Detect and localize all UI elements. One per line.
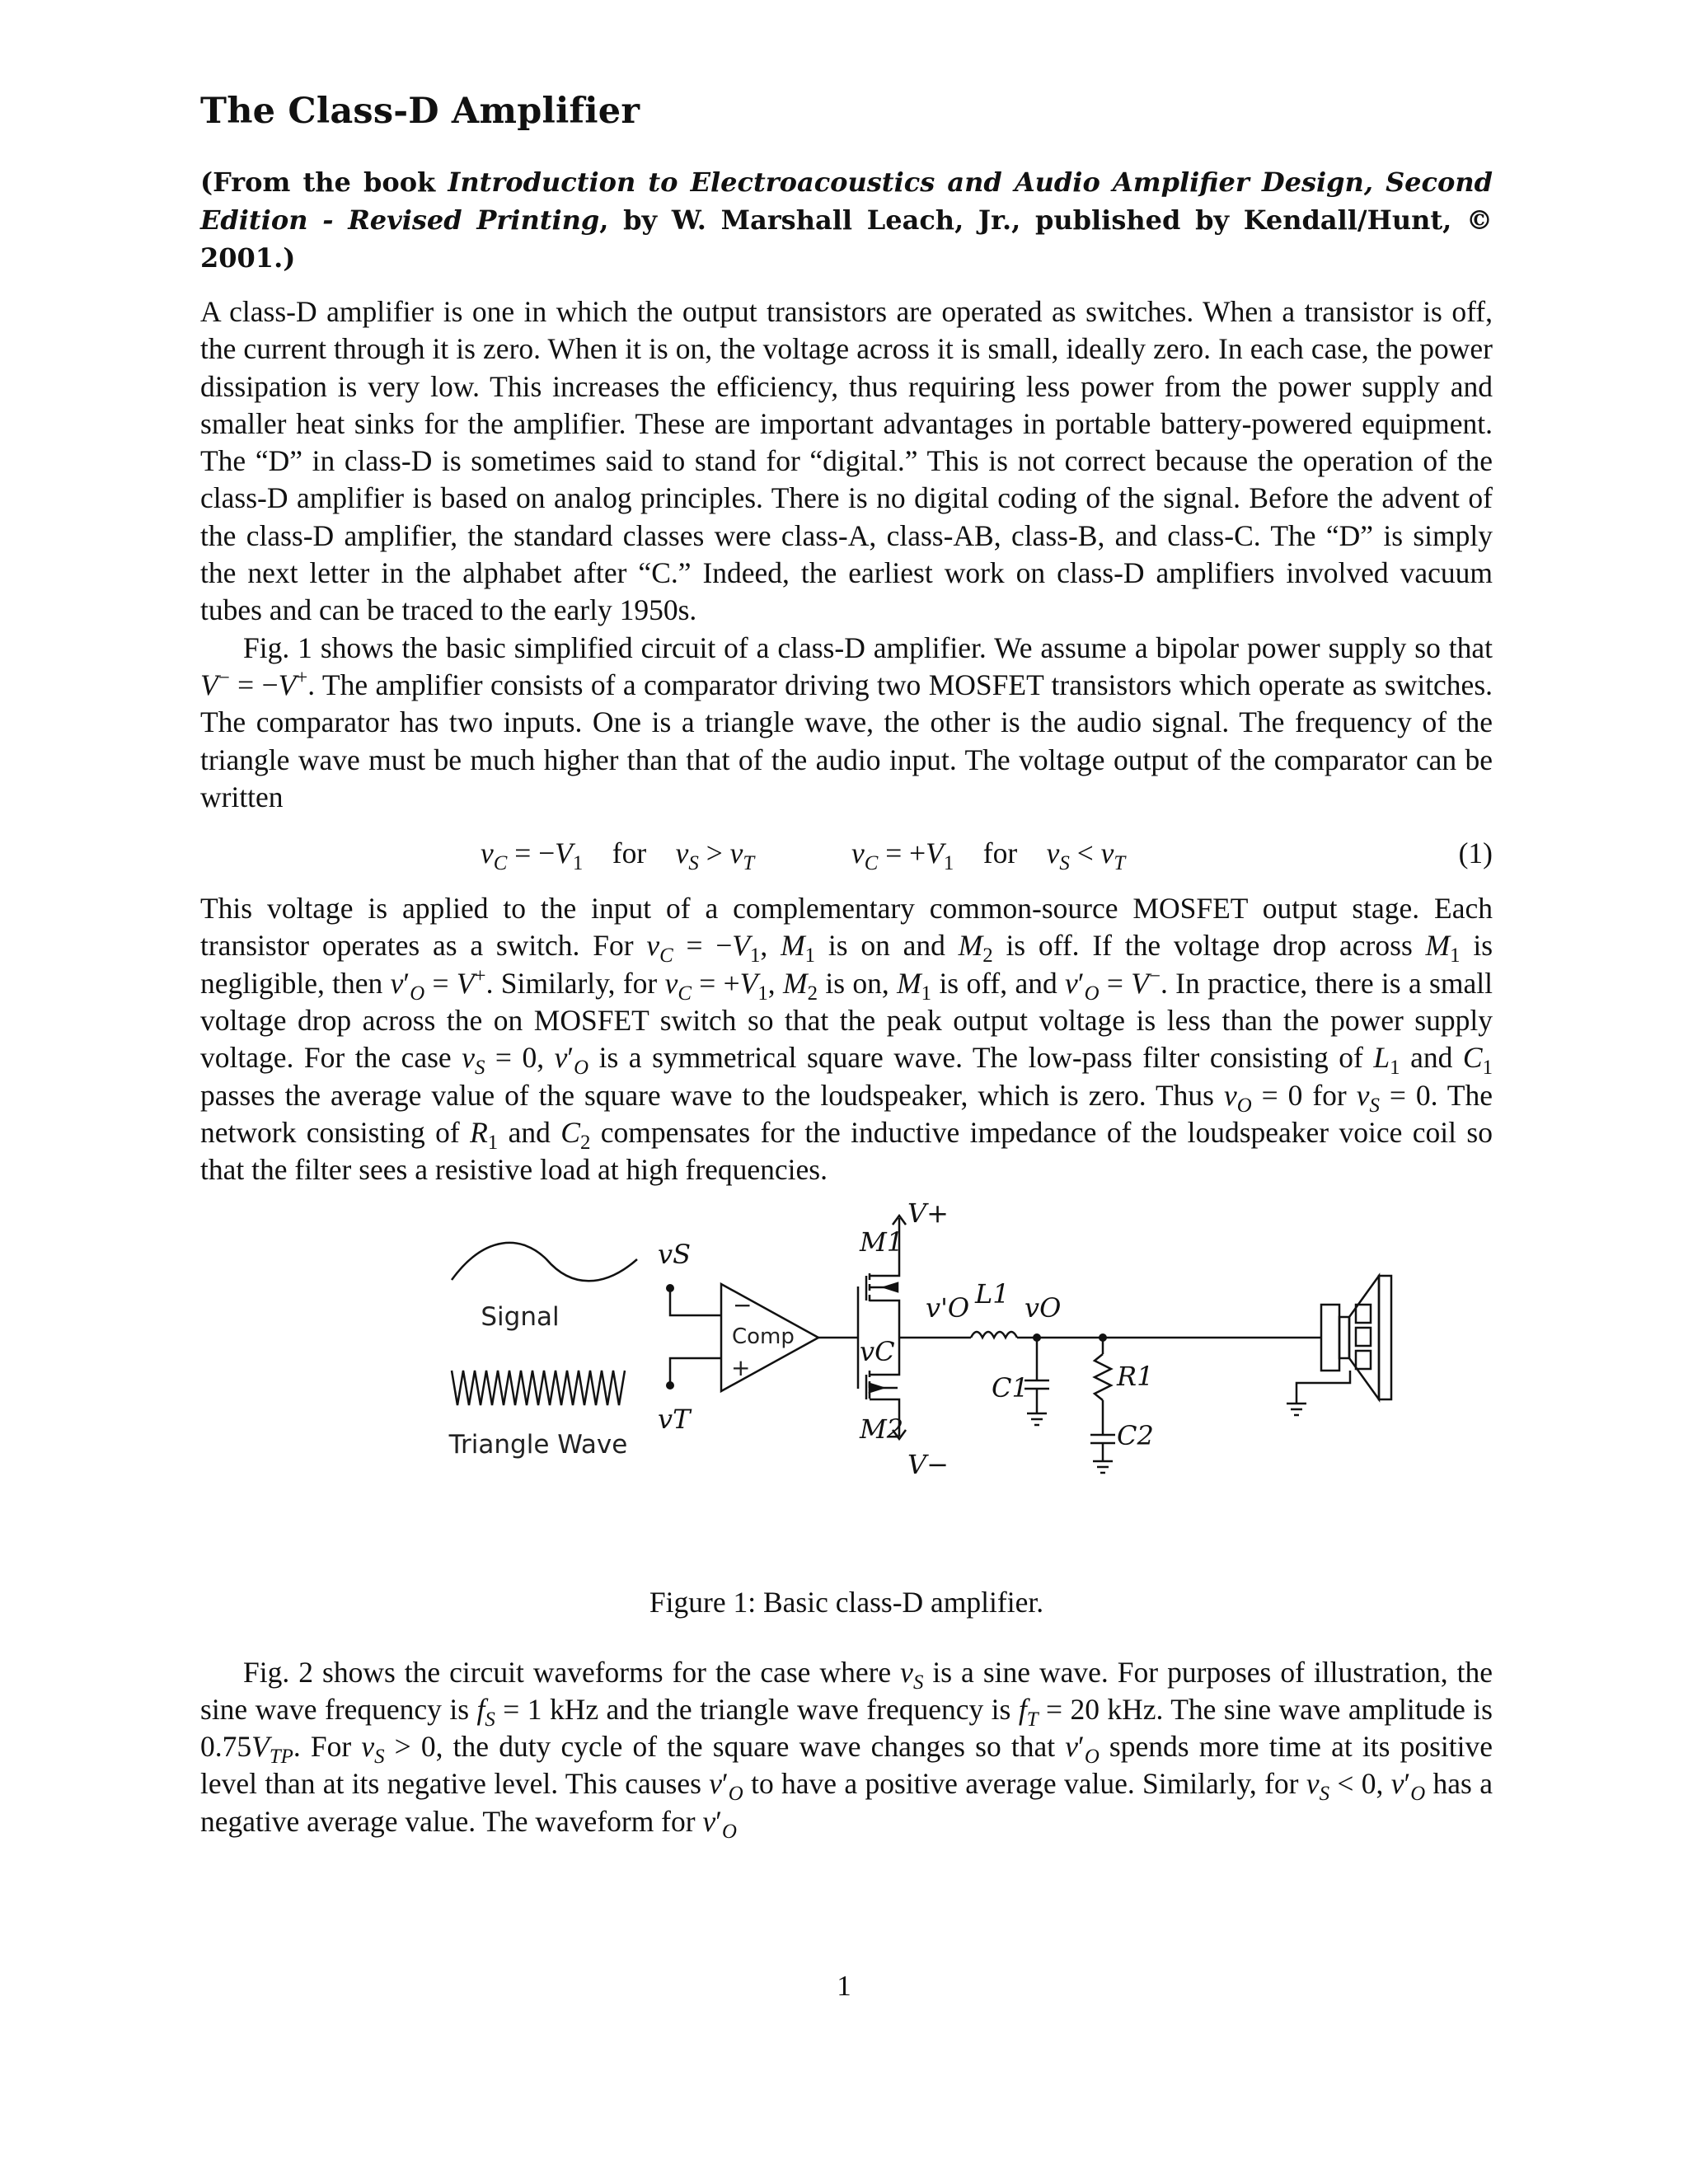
equation-left: $v_C = -V_1$ for $v_S > v_T$ xyxy=(481,837,755,875)
circuit-diagram xyxy=(200,1197,1493,1577)
triangle-wave xyxy=(452,1371,625,1405)
comp-minus: − xyxy=(733,1291,753,1319)
paragraph-3: This voltage is applied to the input of a complementary common-source MOSFET output stage. Each transistor operates as a switch. For $v_C = -V_1$, $M_1$ is on and $M_2$ is off. If the voltage drop across $M_1$ is negligible, then $v'_O = V^+$. Similarly, for $v_C = +V_1$, $M_2$ is on, $M_1$ is off, and $v'_O = V^-$. In practice, there is a small voltage drop across the on MOSFET switch so that the peak output voltage is less than the power supply voltage. For the case $v_S = 0$, $v'_O$ is a symmetrical square wave. The low-pass filter consisting of $L_1$ and $C_1$ passes the average value of the square wave to the loudspeaker, which is zero. Thus $v_O = 0$ for $v_S = 0$. The network consisting of $R_1$ and $C_2$ compensates for the inductive impedance of the loudspeaker voice coil so that the filter sees a resistive load at high frequencies. xyxy=(200,892,1493,1187)
r1-label: R1 xyxy=(1117,1360,1154,1392)
source-rest: , by W. Marshall Leach, Jr., published by Kendall/Hunt, © 2001.) xyxy=(200,204,1493,274)
vc-label: vC xyxy=(860,1335,895,1367)
paragraph-1: A class-D amplifier is one in which the output transistors are operated as switches. When a transistor is off, the current through it is zero. When it is on, the voltage across it is small, ideally zero. In each case, the power dissipation is very low. This increases the efficiency, thus requiring less power from the power supply and smaller heat sinks for the amplifier. These are important advantages in portable battery-powered equipment. The “D” in class-D is sometimes said to stand for “digital.” This is not correct because the operation of the class-D amplifier is based on analog principles. There is no digital coding of the signal. Before the advent of the class-D amplifier, the standard classes were class-A, class-AB, class-B, and class-C. The “D” is simply the next letter in the alphabet after “C.” Indeed, the earliest work on class-D amplifiers involved vacuum tubes and can be traced to the early 1950s. xyxy=(200,295,1493,627)
figure-caption: Figure 1: Basic class-D amplifier. xyxy=(649,1585,1044,1619)
triangle-wave-label: Triangle Wave xyxy=(448,1429,628,1460)
vs-label: vS xyxy=(658,1238,691,1270)
inductor-l1 xyxy=(971,1332,1017,1338)
signal-sine-wave xyxy=(452,1242,637,1280)
vminus-label: V− xyxy=(907,1448,949,1480)
resistor-r1 xyxy=(1095,1354,1111,1400)
comp-plus: + xyxy=(731,1353,751,1381)
signal-label: Signal xyxy=(481,1301,560,1332)
equation-1 xyxy=(200,816,1493,890)
page-title: The Class-D Amplifier xyxy=(200,91,640,132)
page xyxy=(200,91,1493,1843)
figure-1 xyxy=(200,1197,1493,1585)
c1-label: C1 xyxy=(992,1371,1029,1404)
m2-label: M2 xyxy=(860,1413,904,1445)
paragraph-2: Fig. 1 shows the basic simplified circuit of a class-D amplifier. We assume a bipolar power supply so that V− = −V+. The amplifier consists of a comparator driving two MOSFET transistors which operate as switches. The comparator has two inputs. One is a triangle wave, the other is the audio signal. The frequency of the triangle wave must be much higher than that of the audio input. The voltage output of the comparator can be written xyxy=(200,630,1493,813)
vo-label: vO xyxy=(1025,1291,1062,1324)
comp-label: Comp xyxy=(732,1324,795,1349)
source-note xyxy=(200,163,1493,277)
book-title: Introduction to Electroacoustics and Audio Amplifier Design, Second Edition - Revised Printing xyxy=(200,166,1493,236)
m1-label: M1 xyxy=(860,1226,904,1258)
source-open: (From the book xyxy=(200,166,448,198)
equation-number: (1) xyxy=(1458,837,1493,870)
paragraph-4: Fig. 2 shows the circuit waveforms for the case where $v_S$ is a sine wave. For purposes of illustration, the sine wave frequency is $f_S = 1$ kHz and the triangle wave frequency is $f_T = 20$ kHz. The sine wave amplitude is $0.75V_{TP}$. For $v_S > 0$, the duty cycle of the square wave changes so that $v'_O$ spends more time at its positive level than at its negative level. This causes $v'_O$ to have a positive average value. Similarly, for $v_S < 0$, $v'_O$ has a negative average value. The waveform for $v'_O$ xyxy=(200,1655,1493,1843)
vplus-label: V+ xyxy=(907,1197,949,1229)
equation-right: $v_C = +V_1$ for $v_S < v_T$ xyxy=(851,837,1126,875)
page-number: 1 xyxy=(837,1970,851,2002)
vt-label: vT xyxy=(658,1403,691,1435)
l1-label: L1 xyxy=(975,1277,1010,1310)
c2-label: C2 xyxy=(1117,1419,1154,1451)
loudspeaker xyxy=(1321,1276,1391,1399)
vo-prime-label: v'O xyxy=(926,1291,970,1324)
